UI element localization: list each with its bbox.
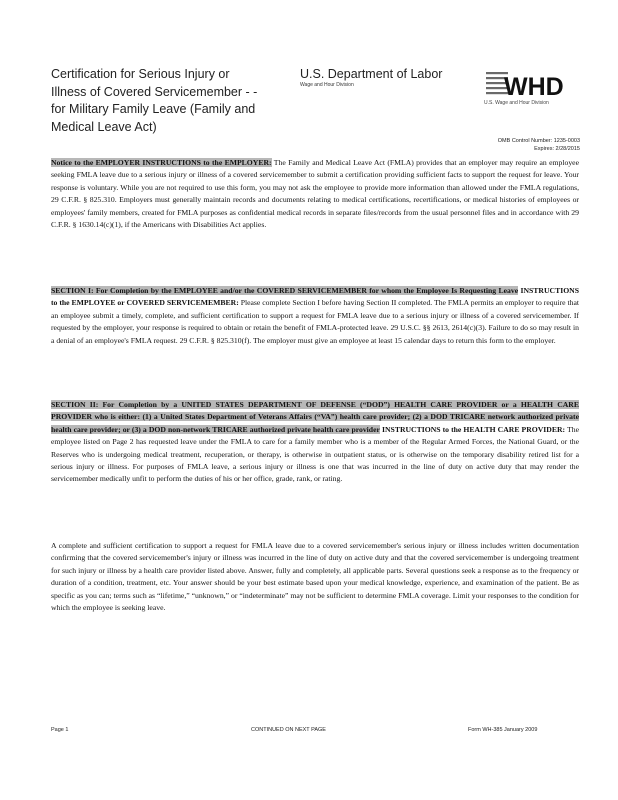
department-block xyxy=(300,67,442,88)
footer-continued: CONTINUED ON NEXT PAGE xyxy=(251,727,326,733)
title-line-3: for Military Family Leave (Family and xyxy=(51,102,256,116)
logo-text: WHD xyxy=(504,73,564,101)
section-2-instructions: INSTRUCTIONS to the HEALTH CARE PROVIDER: xyxy=(382,424,566,434)
logo-caption: U.S. Wage and Hour Division xyxy=(484,100,549,106)
section-1-heading: SECTION I: For Completion by the EMPLOYEE and/or the COVERED SERVICEMEMBER for whom the Employee Is Requesting Leave xyxy=(51,286,519,295)
omb-block xyxy=(440,137,580,153)
notice-heading: Notice to the EMPLOYER INSTRUCTIONS to the EMPLOYER: xyxy=(51,158,272,167)
notice-body: The Family and Medical Leave Act (FMLA) provides that an employer may require an employee seeking FMLA leave due to a serious injury or illness of a covered servicemember to submit a certification providing sufficient facts to support the request for leave. Your response is voluntary. While you are not required to use this form, you may not ask the employee to provide more information than allowed under the FMLA regulations, 29 C.F.R. § 825.310. Employers must generally maintain records and documents relating to medical certifications, recertifications, or medical histories of employees or employees' family members, created for FMLA purposes as confidential medical records in separate files/records from the usual personnel files and in accordance with 29 C.F.R. § 1630.14(c)(1), if the Americans with Disabilities Act applies. xyxy=(51,158,579,230)
footer-page: Page 1 xyxy=(51,727,69,733)
department-name: U.S. Department of Labor xyxy=(300,67,443,81)
certification-body: A complete and sufficient certification to support a request for FMLA leave due to a covered servicemember's serious injury or illness includes written documentation confirming that the covered servicemember's injury or illness was incurred in the line of duty on active duty and that the covered servicemember is undergoing treatment for such injury or illness by a health care provider listed above. Answer, fully and completely, all applicable parts. Several questions seek a response as to the frequency or duration of a condition, treatment, etc. Your answer should be your best estimate based upon your medical knowledge, experience, and examination of the patient. Be as specific as you can; terms such as “lifetime,” “unknown,” or “indeterminate” may not be sufficient to determine FMLA coverage. Limit your responses to the condition for which the employee is seeking leave. xyxy=(51,541,579,613)
omb-expires: Expires: 2/28/2015 xyxy=(534,146,580,152)
title-line-2: Illness of Covered Servicemember - - xyxy=(51,84,258,99)
notice-section xyxy=(51,157,579,231)
section-1-instructions: INSTRUCTIONS to the EMPLOYEE or COVERED SERVICEMEMBER: xyxy=(51,286,580,308)
division-name: Wage and Hour Division xyxy=(300,82,354,88)
form-title xyxy=(51,66,281,136)
section-2-body: The employee listed on Page 2 has requested leave under the FMLA to care for a family member who is a member of the Regular Armed Forces, the National Guard, or the Reserves who is undergoing medical treatment, recuperation, or therapy, is otherwise in outpatient status, or is otherwise on the temporary disability retired list for a serious injury or illness. For purposes of FMLA leave, a serious injury or illness is one that was incurred in the line of duty on active duty that may render the servicemember medically unfit to perform the duties of his or her office, grade, rank, or rating. xyxy=(51,424,579,484)
omb-number: OMB Control Number: 1235-0003 xyxy=(497,138,580,144)
footer-form: Form WH-385 January 2009 xyxy=(468,727,538,733)
section-1-body: Please complete Section I before having Section II completed. The FMLA permits an employer to require that an employee submit a timely, complete, and sufficient certification to support a request for FMLA leave due to a serious injury or illness of a covered servicemember. If requested by the employer, your response is required to obtain or retain the benefit of FMLA-protected leave. 29 U.S.C. §§ 2613, 2614(c)(3). Failure to do so may result in a denial of an employee's FMLA request. 29 C.F.R. § 825.310(f). The employer must give an employee at least 15 calendar days to return this form to the employer. xyxy=(51,298,579,345)
certification-paragraph xyxy=(51,540,579,614)
section-1 xyxy=(51,285,579,347)
section-2 xyxy=(51,399,579,486)
section-2-heading: SECTION II: For Completion by a UNITED STATES DEPARTMENT OF DEFENSE (“DOD”) HEALTH CARE PROVIDER or a HEALTH CARE PROVIDER who is either: (1) a United States Department of Veterans Affairs (“VA”) health care provider; (2) a DOD TRICARE network authorized private health care provider; or (3) a DOD non-network TRICARE authorized private health care provider xyxy=(51,400,579,434)
title-line-1: Certification for Serious Injury or xyxy=(51,67,230,81)
title-line-4: Medical Leave Act) xyxy=(51,119,157,134)
